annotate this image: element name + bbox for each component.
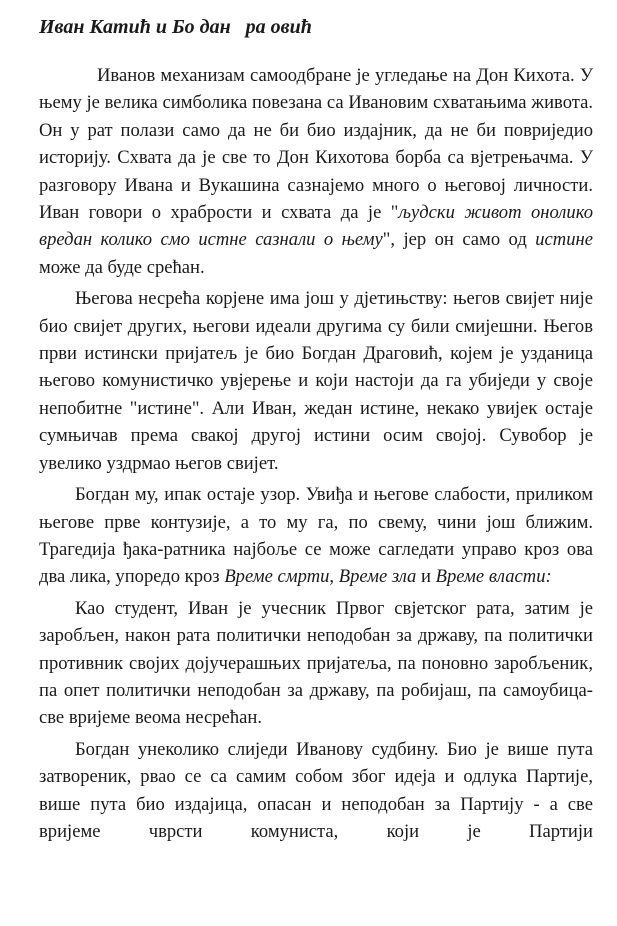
text-run: ", јер он само од (382, 229, 536, 251)
text-run: Богдан му, ипак остаје узор. Увиђа и његове слабости, приликом његове прве контузије, а то му га, по свему, чини још ближим. Трагедија ђака-ратника најбоље се може сагледати управо кроз ова два лика, упоредо кроз (39, 484, 593, 588)
italic-quote: људски живот онолико вредан колико смо истне сазнали о њему (39, 202, 593, 251)
paragraph-3 (39, 481, 593, 591)
text-run: Иванов механизам самоодбране је угледање на Дон Кихота. У њему је велика симболика повезана са Ивановим схватањима живота. Он у рат полази само да не би био издајник, да не би повриједио историју. Схвата да је све то Дон Кихотова борба са вјетрењачма. У разговору Ивана и Вукашина сазнајемо много о његовој личности. Иван говори о храбрости и схвата да је " (39, 65, 593, 224)
italic-title: Време власти: (435, 566, 552, 588)
text-run: може да буде срећан. (39, 256, 205, 278)
paragraph-2 (39, 285, 593, 477)
page-title: Иван Катић и Бо дан ра овић (39, 16, 312, 38)
paragraph-1 (39, 62, 593, 281)
italic-word: истине (535, 229, 593, 251)
paragraph-4 (39, 595, 593, 732)
italic-title: Време зла (338, 566, 417, 588)
italic-title: Време смрти (224, 566, 330, 588)
text-run: , (329, 566, 339, 588)
paragraph-5 (39, 736, 593, 846)
text-run: Као студент, Иван је учесник Првог свјетског рата, затим је заробљен, након рата политички неподобан за државу, па политички противник својих дојучерашњих пријатеља, па поновно заробљеник, па опет политички неподобан за државу, па робијаш, па самоубица-све вријеме веома несрећан. (39, 597, 593, 729)
text-run: и (416, 566, 436, 588)
text-run: Његова несрећа корјене има још у дјетињству: његов свијет није био свијет других, његови идеали другима су били смијешни. Његов први истински пријатељ је био Богдан Драговић, којем је узданица његово комунистичко увјерење и који настоји да га убиједи у своје непобитне "истине". Али Иван, жедан истине, некако увијек остаје сумњичав према свакој другој истини осим својој. Сувобор је увелико уздрмао његов свијет. (39, 288, 593, 474)
text-run: Богдан унеколико слиједи Иванову судбину. Био је више пута затвореник, рвао се са самим собом због идеја и одлука Партије, више пута био издајица, опасан и неподобан за Партију - а све вријеме чврсти комуниста, који је Партији (39, 738, 593, 842)
